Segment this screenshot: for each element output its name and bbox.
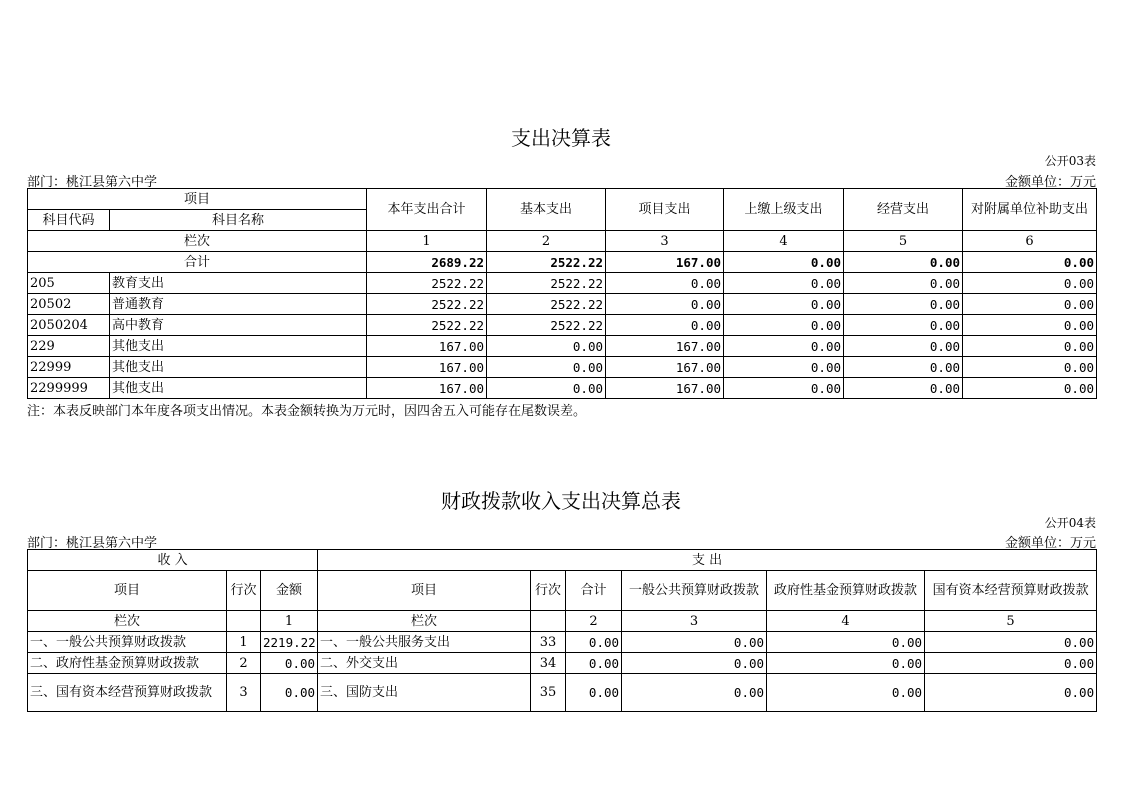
header-col-project: 项目支出 xyxy=(606,189,724,231)
total-cell: 167.00 xyxy=(606,252,724,273)
row-value: 167.00 xyxy=(367,378,487,399)
header-num: 5 xyxy=(925,611,1097,632)
income-row-no: 3 xyxy=(227,674,261,712)
header-subject-name: 科目名称 xyxy=(110,210,367,231)
row-value: 0.00 xyxy=(606,294,724,315)
row-value: 2522.22 xyxy=(367,273,487,294)
income-amount: 0.00 xyxy=(261,653,318,674)
table1-title: 支出决算表 xyxy=(511,126,611,150)
header-sum: 合计 xyxy=(566,571,622,611)
row-value: 0.00 xyxy=(963,315,1097,336)
row-value: 0.00 xyxy=(963,378,1097,399)
row-value: 0.00 xyxy=(724,273,844,294)
row-name: 高中教育 xyxy=(110,315,367,336)
header-amount: 金额 xyxy=(261,571,318,611)
header-col-basic: 基本支出 xyxy=(487,189,606,231)
table-row xyxy=(28,357,1097,378)
total-cell: 0.00 xyxy=(724,252,844,273)
expense-item: 三、国防支出 xyxy=(318,674,531,712)
row-value: 0.00 xyxy=(724,336,844,357)
header-subject-code: 科目代码 xyxy=(28,210,110,231)
expense-row-no: 35 xyxy=(531,674,566,712)
income-item: 二、政府性基金预算财政拨款 xyxy=(28,653,227,674)
header-state-capital: 国有资本经营预算财政拨款 xyxy=(925,571,1097,611)
row-code: 229 xyxy=(28,336,110,357)
table-row xyxy=(28,336,1097,357)
row-value: 2522.22 xyxy=(487,294,606,315)
row-value: 0.00 xyxy=(487,357,606,378)
total-row xyxy=(28,252,1097,273)
row-value: 0.00 xyxy=(844,357,963,378)
table-row xyxy=(28,632,1097,653)
income-amount: 0.00 xyxy=(261,674,318,712)
row-value: 0.00 xyxy=(844,378,963,399)
header-num: 3 xyxy=(606,231,724,252)
header-num: 6 xyxy=(963,231,1097,252)
header-col-operating: 经营支出 xyxy=(844,189,963,231)
expense-sum: 0.00 xyxy=(566,632,622,653)
table2-unit: 金额单位：万元 xyxy=(1004,536,1096,551)
row-code: 20502 xyxy=(28,294,110,315)
row-value: 0.00 xyxy=(963,294,1097,315)
row-name: 普通教育 xyxy=(110,294,367,315)
header-blank xyxy=(531,611,566,632)
header-num: 2 xyxy=(487,231,606,252)
row-value: 0.00 xyxy=(724,315,844,336)
income-item: 一、一般公共预算财政拨款 xyxy=(28,632,227,653)
header-lanci: 栏次 xyxy=(28,231,367,252)
table1-unit: 金额单位：万元 xyxy=(1004,175,1096,190)
row-value: 167.00 xyxy=(606,357,724,378)
expense-general: 0.00 xyxy=(622,674,767,712)
table1-note: 注：本表反映部门本年度各项支出情况。本表金额转换为万元时，因四舍五入可能存在尾数误差。 xyxy=(27,404,587,419)
header-col-subsidy: 对附属单位补助支出 xyxy=(963,189,1097,231)
expense-general: 0.00 xyxy=(622,653,767,674)
header-item-expense: 项目 xyxy=(318,571,531,611)
row-code: 22999 xyxy=(28,357,110,378)
row-value: 0.00 xyxy=(606,315,724,336)
total-cell: 0.00 xyxy=(844,252,963,273)
header-income: 收 入 xyxy=(28,550,318,571)
row-name: 其他支出 xyxy=(110,357,367,378)
row-code: 2050204 xyxy=(28,315,110,336)
expense-sum: 0.00 xyxy=(566,674,622,712)
income-item: 三、国有资本经营预算财政拨款 xyxy=(28,674,227,712)
row-value: 167.00 xyxy=(367,357,487,378)
row-value: 167.00 xyxy=(606,336,724,357)
header-num: 1 xyxy=(367,231,487,252)
header-num: 4 xyxy=(724,231,844,252)
table-row xyxy=(28,378,1097,399)
row-value: 0.00 xyxy=(844,315,963,336)
table-row xyxy=(28,653,1097,674)
header-col-total: 本年支出合计 xyxy=(367,189,487,231)
total-cell: 0.00 xyxy=(963,252,1097,273)
expense-sum: 0.00 xyxy=(566,653,622,674)
expense-item: 二、外交支出 xyxy=(318,653,531,674)
header-general-budget: 一般公共预算财政拨款 xyxy=(622,571,767,611)
expense-state: 0.00 xyxy=(925,674,1097,712)
header-row-no-expense: 行次 xyxy=(531,571,566,611)
row-value: 0.00 xyxy=(724,378,844,399)
expense-fund: 0.00 xyxy=(767,653,925,674)
header-num: 4 xyxy=(767,611,925,632)
header-lanci: 栏次 xyxy=(28,611,227,632)
row-name: 教育支出 xyxy=(110,273,367,294)
row-value: 0.00 xyxy=(487,336,606,357)
row-value: 0.00 xyxy=(724,357,844,378)
row-value: 0.00 xyxy=(844,294,963,315)
table-row xyxy=(28,315,1097,336)
header-num: 5 xyxy=(844,231,963,252)
row-value: 0.00 xyxy=(487,378,606,399)
row-code: 205 xyxy=(28,273,110,294)
header-expense: 支 出 xyxy=(318,550,1097,571)
row-value: 0.00 xyxy=(844,336,963,357)
header-project: 项目 xyxy=(28,189,367,210)
total-cell: 2689.22 xyxy=(367,252,487,273)
expenditure-table xyxy=(27,188,1097,399)
table2-title: 财政拨款收入支出决算总表 xyxy=(441,489,681,513)
table-row xyxy=(28,294,1097,315)
row-code: 2299999 xyxy=(28,378,110,399)
header-num: 2 xyxy=(566,611,622,632)
row-value: 0.00 xyxy=(724,294,844,315)
income-row-no: 1 xyxy=(227,632,261,653)
table-row xyxy=(28,674,1097,712)
header-num: 3 xyxy=(622,611,767,632)
row-value: 2522.22 xyxy=(367,315,487,336)
row-value: 0.00 xyxy=(844,273,963,294)
table-row xyxy=(28,273,1097,294)
expense-fund: 0.00 xyxy=(767,674,925,712)
header-lanci-expense: 栏次 xyxy=(318,611,531,632)
expense-state: 0.00 xyxy=(925,653,1097,674)
table2-dept: 部门：桃江县第六中学 xyxy=(27,536,158,551)
row-value: 2522.22 xyxy=(367,294,487,315)
table1-dept: 部门：桃江县第六中学 xyxy=(27,175,158,190)
expense-state: 0.00 xyxy=(925,632,1097,653)
row-value: 0.00 xyxy=(963,273,1097,294)
income-row-no: 2 xyxy=(227,653,261,674)
row-value: 167.00 xyxy=(367,336,487,357)
header-row-no: 行次 xyxy=(227,571,261,611)
row-value: 0.00 xyxy=(963,336,1097,357)
expense-item: 一、一般公共服务支出 xyxy=(318,632,531,653)
row-value: 2522.22 xyxy=(487,315,606,336)
row-value: 0.00 xyxy=(606,273,724,294)
row-value: 167.00 xyxy=(606,378,724,399)
expense-general: 0.00 xyxy=(622,632,767,653)
table1-code: 公开03表 xyxy=(1044,154,1096,168)
total-cell: 2522.22 xyxy=(487,252,606,273)
row-value: 2522.22 xyxy=(487,273,606,294)
expense-row-no: 34 xyxy=(531,653,566,674)
row-name: 其他支出 xyxy=(110,336,367,357)
header-num: 1 xyxy=(261,611,318,632)
expense-fund: 0.00 xyxy=(767,632,925,653)
header-col-upper: 上缴上级支出 xyxy=(724,189,844,231)
row-name: 其他支出 xyxy=(110,378,367,399)
header-item: 项目 xyxy=(28,571,227,611)
income-amount: 2219.22 xyxy=(261,632,318,653)
row-value: 0.00 xyxy=(963,357,1097,378)
header-fund-budget: 政府性基金预算财政拨款 xyxy=(767,571,925,611)
expense-row-no: 33 xyxy=(531,632,566,653)
total-label: 合计 xyxy=(28,252,367,273)
header-blank xyxy=(227,611,261,632)
table2-code: 公开04表 xyxy=(1044,516,1096,530)
fiscal-summary-table xyxy=(27,549,1097,712)
